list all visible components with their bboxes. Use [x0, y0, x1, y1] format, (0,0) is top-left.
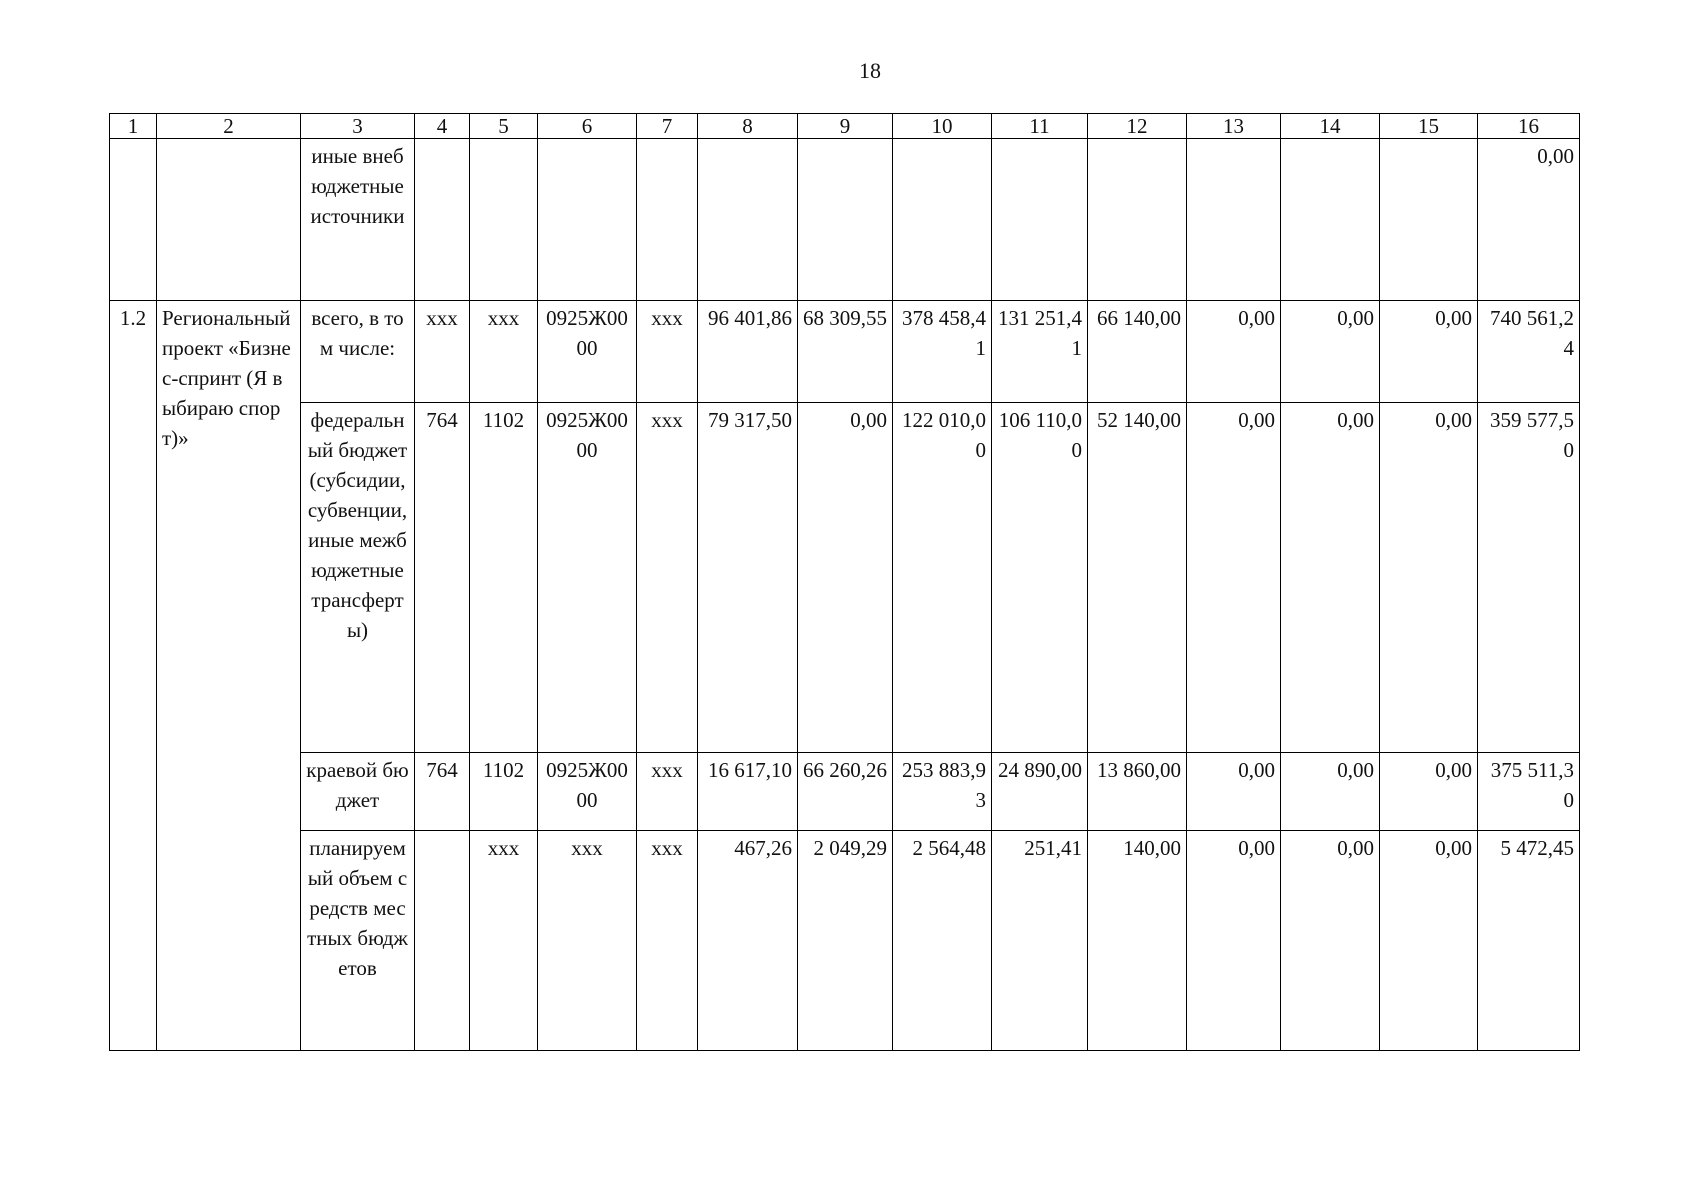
- cell-rzpr: 1102: [470, 753, 538, 831]
- cell-value: 0,00: [1187, 403, 1281, 753]
- cell-value: 0,00: [1281, 301, 1380, 403]
- cell-value: 79 317,50: [698, 403, 798, 753]
- cell-value: 106 110,00: [992, 403, 1088, 753]
- project-number: 1.2: [110, 301, 157, 1051]
- column-number: 6: [538, 114, 637, 139]
- cell-value: 0,00: [1380, 301, 1478, 403]
- column-number: 12: [1088, 114, 1187, 139]
- cell-total: 359 577,50: [1478, 403, 1580, 753]
- column-number: 13: [1187, 114, 1281, 139]
- cell-value: 0,00: [1281, 831, 1380, 1051]
- cell-grbs: 764: [415, 753, 470, 831]
- column-number: 7: [637, 114, 698, 139]
- cell-value: 0,00: [1187, 753, 1281, 831]
- cell-value: 122 010,00: [893, 403, 992, 753]
- funding-source: краевой бюджет: [301, 753, 415, 831]
- cell-csr: 0925Ж0000: [538, 753, 637, 831]
- total-value: 0,00: [1478, 139, 1580, 301]
- cell-value: 0,00: [1281, 753, 1380, 831]
- funding-source: планируемый объем средств местных бюджетов: [301, 831, 415, 1051]
- table-row: [110, 831, 1580, 1051]
- cell-csr: ххх: [538, 831, 637, 1051]
- cell-value: 2 564,48: [893, 831, 992, 1051]
- cell-value: 96 401,86: [698, 301, 798, 403]
- cell-value: 66 140,00: [1088, 301, 1187, 403]
- cell-value: 66 260,26: [798, 753, 893, 831]
- cell-grbs: 764: [415, 403, 470, 753]
- table-row: [110, 753, 1580, 831]
- table-row: [110, 301, 1580, 403]
- cell-csr: 0925Ж0000: [538, 403, 637, 753]
- column-number: 3: [301, 114, 415, 139]
- cell-rzpr: ххх: [470, 301, 538, 403]
- cell-value: 140,00: [1088, 831, 1187, 1051]
- cell-value: 0,00: [1380, 753, 1478, 831]
- column-number: 11: [992, 114, 1088, 139]
- cell-value: 0,00: [1380, 403, 1478, 753]
- project-name: Региональный проект «Бизнес-спринт (Я выбираю спорт)»: [157, 301, 301, 1051]
- cell-value: 0,00: [1380, 831, 1478, 1051]
- cell-value: 0,00: [1281, 403, 1380, 753]
- column-number: 2: [157, 114, 301, 139]
- cell-total: 5 472,45: [1478, 831, 1580, 1051]
- cell-grbs: ххх: [415, 301, 470, 403]
- cell-value: 13 860,00: [1088, 753, 1187, 831]
- cell-value: 52 140,00: [1088, 403, 1187, 753]
- column-number: 5: [470, 114, 538, 139]
- cell-value: 0,00: [1187, 301, 1281, 403]
- column-number: 16: [1478, 114, 1580, 139]
- cell-value: 24 890,00: [992, 753, 1088, 831]
- funding-source: федеральный бюджет (субсидии, субвенции, иные межбюджетные трансферты): [301, 403, 415, 753]
- column-number: 1: [110, 114, 157, 139]
- cell-value: 2 049,29: [798, 831, 893, 1051]
- cell-grbs: [415, 831, 470, 1051]
- cell-value: 131 251,41: [992, 301, 1088, 403]
- cell-value: 467,26: [698, 831, 798, 1051]
- cell-value: 68 309,55: [798, 301, 893, 403]
- cell-value: 251,41: [992, 831, 1088, 1051]
- column-number-row: [110, 114, 1580, 139]
- column-number: 14: [1281, 114, 1380, 139]
- funding-source: иные внебюджетные источники: [301, 139, 415, 301]
- budget-table: [109, 113, 1580, 1051]
- column-number: 4: [415, 114, 470, 139]
- cell-total: 375 511,30: [1478, 753, 1580, 831]
- cell-value: 253 883,93: [893, 753, 992, 831]
- cell-value: 378 458,41: [893, 301, 992, 403]
- column-number: 15: [1380, 114, 1478, 139]
- table-row: [110, 403, 1580, 753]
- cell-rzpr: ххх: [470, 831, 538, 1051]
- column-number: 10: [893, 114, 992, 139]
- cell-value: 16 617,10: [698, 753, 798, 831]
- cell-vr: ххх: [637, 753, 698, 831]
- cell-vr: ххх: [637, 301, 698, 403]
- page-number: 18: [859, 58, 881, 83]
- column-number: 9: [798, 114, 893, 139]
- cell-vr: ххх: [637, 831, 698, 1051]
- funding-source: всего, в том числе:: [301, 301, 415, 403]
- table-row-continued: [110, 139, 1580, 301]
- cell-value: 0,00: [798, 403, 893, 753]
- cell-total: 740 561,24: [1478, 301, 1580, 403]
- cell-rzpr: 1102: [470, 403, 538, 753]
- cell-vr: ххх: [637, 403, 698, 753]
- column-number: 8: [698, 114, 798, 139]
- cell-value: 0,00: [1187, 831, 1281, 1051]
- cell-csr: 0925Ж0000: [538, 301, 637, 403]
